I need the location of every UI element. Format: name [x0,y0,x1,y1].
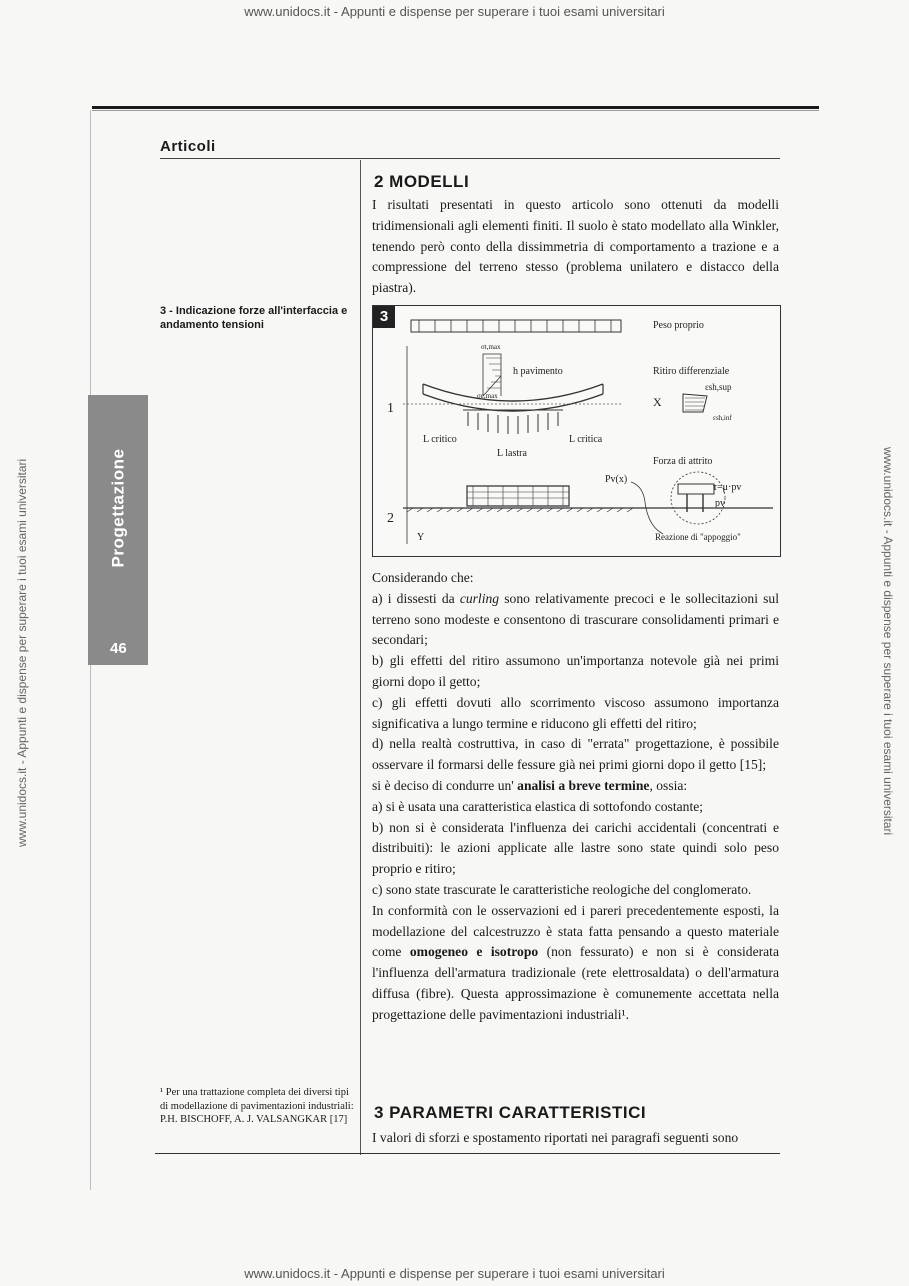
heading-modelli: 2 MODELLI [374,172,470,191]
item-b1: b) gli effetti del ritiro assumono un'importanza notevole già nei primi giorni dopo il getto; [372,653,779,689]
label-eps-sup: εsh,sup [705,382,732,392]
paragraph-parametri: I valori di sforzi e spostamento riportati nei paragrafi seguenti sono [372,1130,739,1145]
deciso-bold: analisi a breve termine [517,777,650,793]
page-number: 46 [110,640,127,657]
label-ritiro: Ritiro differenziale [653,366,730,377]
item-a2: a) si è usata una caratteristica elastica di sottofondo costante; [372,798,704,814]
deciso-post: , ossia: [649,777,688,793]
label-pv: Pv(x) [605,474,628,485]
label-l-lastra: L lastra [497,448,527,459]
footnote: ¹ Per una trattazione completa dei diversi tipi di modellazione di pavimentazioni industriali: P.H. BISCHOFF, A. J. VALSANGKAR [17] [160,1087,354,1125]
thin-rule [92,110,819,111]
item-a1-post: sono relativamente precoci e le sollecitazioni sul terreno sono modeste e consentono di trascurare consolidamenti primari e secondari; [372,590,779,648]
label-row-2: 2 [387,511,394,526]
label-y-axis: Y [417,532,425,543]
section-tag: Articoli [160,138,216,155]
item-a1-pre: a) i dissesti da [372,590,460,606]
top-rule [92,106,819,109]
label-x-axis: X [653,395,662,409]
label-l-critico-right: L critica [569,434,603,445]
label-reazione: Reazione di "appoggio" [655,532,741,542]
label-l-critico-left: L critico [423,434,457,445]
bottom-rule [155,1153,780,1154]
sidebar-label: Progettazione [108,448,127,567]
item-c1: c) gli effetti dovuti allo scorrimento viscoso assumono importanza significativa a lungo termine e riducono gli effetti del ritiro; [372,694,779,731]
paragraph-intro: I risultati presentati in questo articolo sono ottenuti da modelli tridimensionali agli elementi finiti. Il suolo è stato modellato alla Winkler, tenendo però conto della dissimmetria di comportamento a trazione e a compressione del terreno stesso (problema unilatero e distacco della piastra). [372,197,779,296]
concl-post: (non fessurato) e non si è considerata l'influenza dell'armatura tradizionale (rete elettrosaldata) o dell'armatura diffusa (fibre). Questa approssimazione è comunemente accettata nella progettazione delle pavimentazioni industriali¹. [372,944,779,1022]
label-forza-attrito: Forza di attrito [653,456,713,467]
figure-number: 3 [373,306,395,328]
item-d1: d) nella realtà costruttiva, in caso di "errata" progettazione, è possibile osservare il formarsi delle fessure già nei primi giorni dopo il getto [15]; [372,736,779,773]
concl-bold: omogeneo e isotropo [409,944,539,960]
item-a1 [372,589,779,651]
watermark-bottom: www.unidocs.it - Appunti e dispense per superare i tuoi esami universitari [244,1266,665,1281]
label-tau: τ=μ·pv [713,482,742,493]
conclusion-paragraph [372,901,779,1026]
label-h-pavimento: h pavimento [513,366,563,377]
figure-3 [372,305,781,557]
column-divider [360,160,361,1155]
watermark-top: www.unidocs.it - Appunti e dispense per superare i tuoi esami universitari [244,4,665,19]
label-sigma-max: σt,max [481,343,501,351]
body-text [372,568,779,1026]
item-b2: b) non si è considerata l'influenza dei carichi accidentali (concentrati e distribuiti): le azioni applicate alle lastre sono state quindi solo peso proprio e ritiro; [372,819,779,877]
label-sigma-min: σc,max [477,392,498,400]
deciso-line [372,776,779,797]
label-row-1: 1 [387,401,394,416]
label-eps-inf: εsh,inf [713,414,732,422]
watermark-left: www.unidocs.it - Appunti e dispense per superare i tuoi esami universitari [15,458,29,847]
figure-diagram [373,306,780,556]
heading-parametri: 3 PARAMETRI CARATTERISTICI [374,1103,647,1122]
item-a1-italic: curling [459,590,500,606]
watermark-right: www.unidocs.it - Appunti e dispense per superare i tuoi esami universitari [881,447,895,836]
considerando-line: Considerando che: [372,570,474,585]
section-tag-rule [160,158,780,159]
sidebar-label-box [88,395,148,620]
label-peso-proprio: Peso proprio [653,320,704,331]
label-pv-small: pv [715,498,725,509]
figure-caption: 3 - Indicazione forze all'interfaccia e andamento tensioni [160,305,348,331]
item-c2: c) sono state trascurate le caratteristiche reologiche del conglomerato. [372,881,752,897]
deciso-pre: si è deciso di condurre un' [372,777,518,793]
concl-pre: In conformità con le osservazioni ed i pareri precedentemente esposti, la modellazione del calcestruzzo è stata fatta pensando a questo materiale come [372,902,779,960]
